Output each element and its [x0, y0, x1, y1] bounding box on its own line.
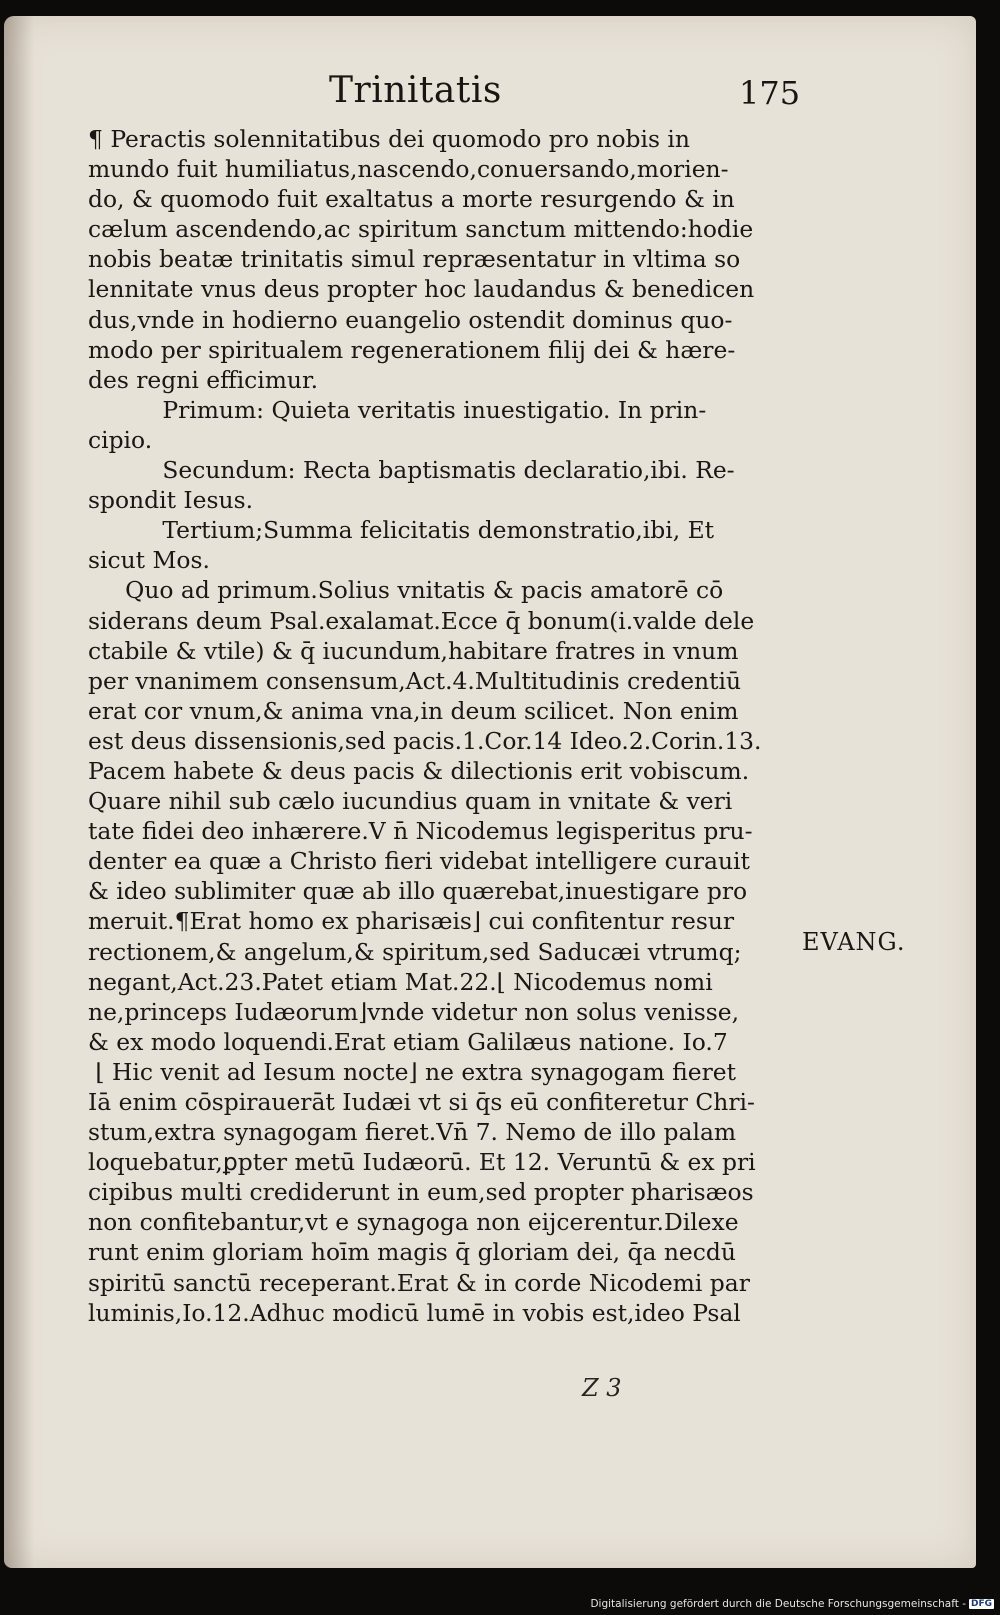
text-line: cipibus multi crediderunt in eum,sed propter pharisæos [88, 1178, 754, 1207]
text-line: lennitate vnus deus propter hoc laudandus & benedicen [88, 275, 755, 304]
text-line: est deus dissensionis,sed pacis.1.Cor.14 Ideo.2.Corin.13. [88, 726, 762, 755]
text-line: des regni efficimur. [88, 365, 319, 394]
text-line: ¶ Peractis solennitatibus dei quomodo pro nobis in [88, 125, 690, 153]
text-line: per vnanimem consensum,Act.4.Multitudinis credentiū [88, 666, 742, 695]
text-line: spondit Iesus. [88, 486, 254, 515]
text-line: siderans deum Psal.exalamat.Ecce q̄ bonum(i.valde dele [88, 606, 755, 635]
text-line: ⌊ Hic venit ad Iesum nocte⌋ ne extra synagogam fieret [88, 1057, 737, 1086]
text-line: cipio. [88, 425, 153, 454]
page-number: 175 [739, 74, 801, 112]
running-head: Trinitatis [329, 70, 502, 111]
text-line: & ideo sublimiter quæ ab illo quærebat,inuestigare pro [88, 877, 748, 906]
text-line: Pacem habete & deus pacis & dilectionis erit vobiscum. [88, 756, 750, 785]
text-line: Secundum: Recta baptismatis declaratio,ibi. Re- [88, 456, 735, 485]
text-line: mundo fuit humiliatus,nascendo,conuersando,morien- [88, 155, 729, 184]
text-line: nobis beatæ trinitatis simul repræsentatur in vltima so [88, 245, 741, 274]
dfg-logo: DFG [970, 1599, 992, 1609]
text-line: erat cor vnum,& anima vna,in deum scilicet. Non enim [88, 696, 739, 725]
text-line: Primum: Quieta veritatis inuestigatio. In prin- [88, 395, 707, 424]
text-line: luminis,Io.12.Adhuc modicū lumē in vobis est,ideo Psal [88, 1298, 741, 1327]
text-line: & ex modo loquendi.Erat etiam Galilæus natione. Io.7 [88, 1027, 728, 1056]
text-line: Quo ad primum.Solius vnitatis & pacis amatorē cō [88, 576, 724, 605]
text-line: do, & quomodo fuit exaltatus a morte resurgendo & in [88, 185, 735, 214]
text-line: cælum ascendendo,ac spiritum sanctum mittendo:hodie [88, 215, 754, 244]
text-line: tate fidei deo inhærere.V n̄ Nicodemus legisperitus pru- [88, 817, 753, 846]
text-line: meruit.¶Erat homo ex pharisæis⌋ cui confitentur resur [88, 907, 735, 936]
digitization-credit [590, 1598, 994, 1610]
text-line: non confitebantur,vt e synagoga non eijcerentur.Dilexe [88, 1208, 739, 1237]
text-line: dus,vnde in hodierno euangelio ostendit dominus quo- [88, 305, 733, 334]
text-line: spiritū sanctū receperant.Erat & in corde Nicodemi par [88, 1268, 750, 1297]
text-line: ctabile & vtile) & q̄ iucundum,habitare fratres in vnum [88, 636, 739, 665]
credit-text: Digitalisierung gefördert durch die Deutsche Forschungsgemeinschaft - [590, 1598, 966, 1610]
text-line: rectionem,& angelum,& spiritum,sed Saducæi vtrumq; [88, 937, 742, 966]
text-line: denter ea quæ a Christo fieri videbat intelligere curauit [88, 847, 750, 876]
text-line: Quare nihil sub cælo iucundius quam in vnitate & veri [88, 787, 733, 816]
text-line: sicut Mos. [88, 546, 210, 575]
text-line: negant,Act.23.Patet etiam Mat.22.⌊ Nicodemus nomi [88, 967, 713, 996]
text-line: ne,princeps Iudæorum⌋vnde videtur non solus venisse, [88, 997, 740, 1026]
body-text [88, 124, 800, 1328]
text-line: stum,extra synagogam fieret.Vn̄ 7. Nemo de illo palam [88, 1118, 737, 1147]
text-line: loquebatur,ꝑpter metū Iudæorū. Et 12. Veruntū & ex pri [88, 1148, 756, 1177]
text-line: Tertium;Summa felicitatis demonstratio,ibi, Et [88, 516, 715, 545]
text-line: runt enim gloriam hoīm magis q̄ gloriam dei, q̄a necdū [88, 1238, 736, 1267]
signature-mark: Z 3 [582, 1374, 622, 1402]
text-line: modo per spiritualem regenerationem filij dei & hære- [88, 335, 736, 364]
book-page [4, 16, 976, 1568]
margin-note: EVANG. [802, 928, 906, 956]
text-line: Iā enim cōspirauerāt Iudæi vt si q̄s eū confiteretur Chri- [88, 1088, 755, 1116]
